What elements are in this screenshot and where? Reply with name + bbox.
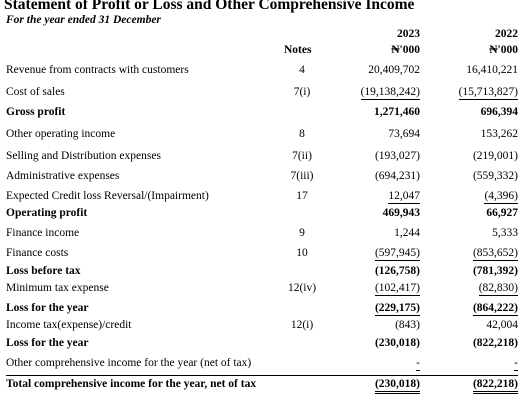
row-note: 8 [299,128,305,140]
row-value-2022: (822,218) [472,337,518,349]
row-value-2023: (230,018) [374,337,420,349]
row-value-2023: (843) [395,319,420,331]
row-value-2022: (781,392) [472,265,518,277]
row-value-2022: - [514,357,518,369]
row-value-2023: (694,231) [374,170,420,182]
row-note: 10 [296,247,308,259]
row-value-2023: 469,943 [382,207,420,219]
row-value-2023: (597,945) [374,247,420,259]
row-value-2023: 73,694 [388,128,420,140]
row-value-2023: 20,409,702 [368,64,420,76]
row-note: 7(iii) [290,170,314,182]
table-row [0,247,526,267]
row-value-2023: 1,244 [394,227,420,239]
row-label: Administrative expenses [6,170,120,182]
row-label: Income tax(expense)/credit [6,319,132,331]
row-value-2022: (864,222) [472,302,518,314]
row-value-2022: (559,332) [472,170,518,182]
column-unit-2023: ₦'000 [391,44,420,56]
row-label: Finance income [6,227,80,239]
row-label: Gross profit [6,106,66,118]
row-value-2023: (193,027) [374,150,420,162]
table-row [0,86,526,106]
table-row [0,128,526,148]
row-label: Finance costs [6,247,69,259]
row-value-2023: (19,138,242) [360,86,420,98]
row-label: Cost of sales [6,86,65,98]
row-label: Other operating income [6,128,116,140]
row-value-2022: (15,713,827) [458,86,518,98]
column-header-2022: 2022 [495,28,518,40]
row-value-2022: 66,927 [486,207,518,219]
table-row [0,64,526,84]
row-label: Loss for the year [6,302,89,314]
row-value-2022: (219,001) [472,150,518,162]
row-label: Loss before tax [6,265,81,277]
column-unit-2022: ₦'000 [489,44,518,56]
column-header-notes: Notes [284,44,312,56]
row-value-2023: - [416,357,420,369]
table-row [0,106,526,126]
table-row [0,357,526,377]
row-note: 7(i) [293,86,311,98]
row-value-2022: 696,394 [480,106,518,118]
row-note: 12(i) [290,319,314,331]
row-value-2022: (853,652) [472,247,518,259]
row-value-2022: 153,262 [480,128,518,140]
row-value-2023: 12,047 [388,190,420,202]
table-row [0,319,526,339]
row-value-2022: (822,218) [473,378,518,394]
row-label: Loss for the year [6,337,89,349]
row-label: Revenue from contracts with customers [6,64,189,76]
total-rule [6,375,518,376]
table-row [0,170,526,190]
row-label: Minimum tax expense [6,282,109,294]
row-note: 12(iv) [287,282,317,294]
row-label: Other comprehensive income for the year (net of tax) [6,357,252,369]
table-row [0,150,526,170]
row-value-2023: (102,417) [374,282,420,294]
row-value-2023: (229,175) [374,302,420,314]
row-value-2023: 1,271,460 [374,106,420,118]
table-row [0,227,526,247]
table-row [0,378,526,398]
table-row [0,337,526,357]
row-label: Selling and Distribution expenses [6,150,161,162]
row-value-2022: 16,410,221 [466,64,518,76]
row-note: 7(ii) [292,150,312,162]
column-header-2023: 2023 [397,28,420,40]
row-value-2022: 5,333 [492,227,518,239]
row-label: Expected Credit loss Reversal/(Impairment) [6,190,209,202]
row-value-2023: (230,018) [375,378,420,394]
statement-title: Statement of Profit or Loss and Other Comprehensive Income [4,0,415,13]
row-note: 4 [299,64,305,76]
table-row [0,207,526,227]
statement-subtitle: For the year ended 31 December [6,14,161,26]
row-value-2022: (4,396) [484,190,518,202]
table-row [0,282,526,302]
row-note: 17 [296,190,308,202]
row-note: 9 [299,227,305,239]
row-value-2022: (82,830) [478,282,518,294]
row-value-2022: 42,004 [486,319,518,331]
row-label: Total comprehensive income for the year, net of tax [6,378,257,390]
row-label: Operating profit [6,207,88,219]
row-value-2023: (126,758) [374,265,420,277]
